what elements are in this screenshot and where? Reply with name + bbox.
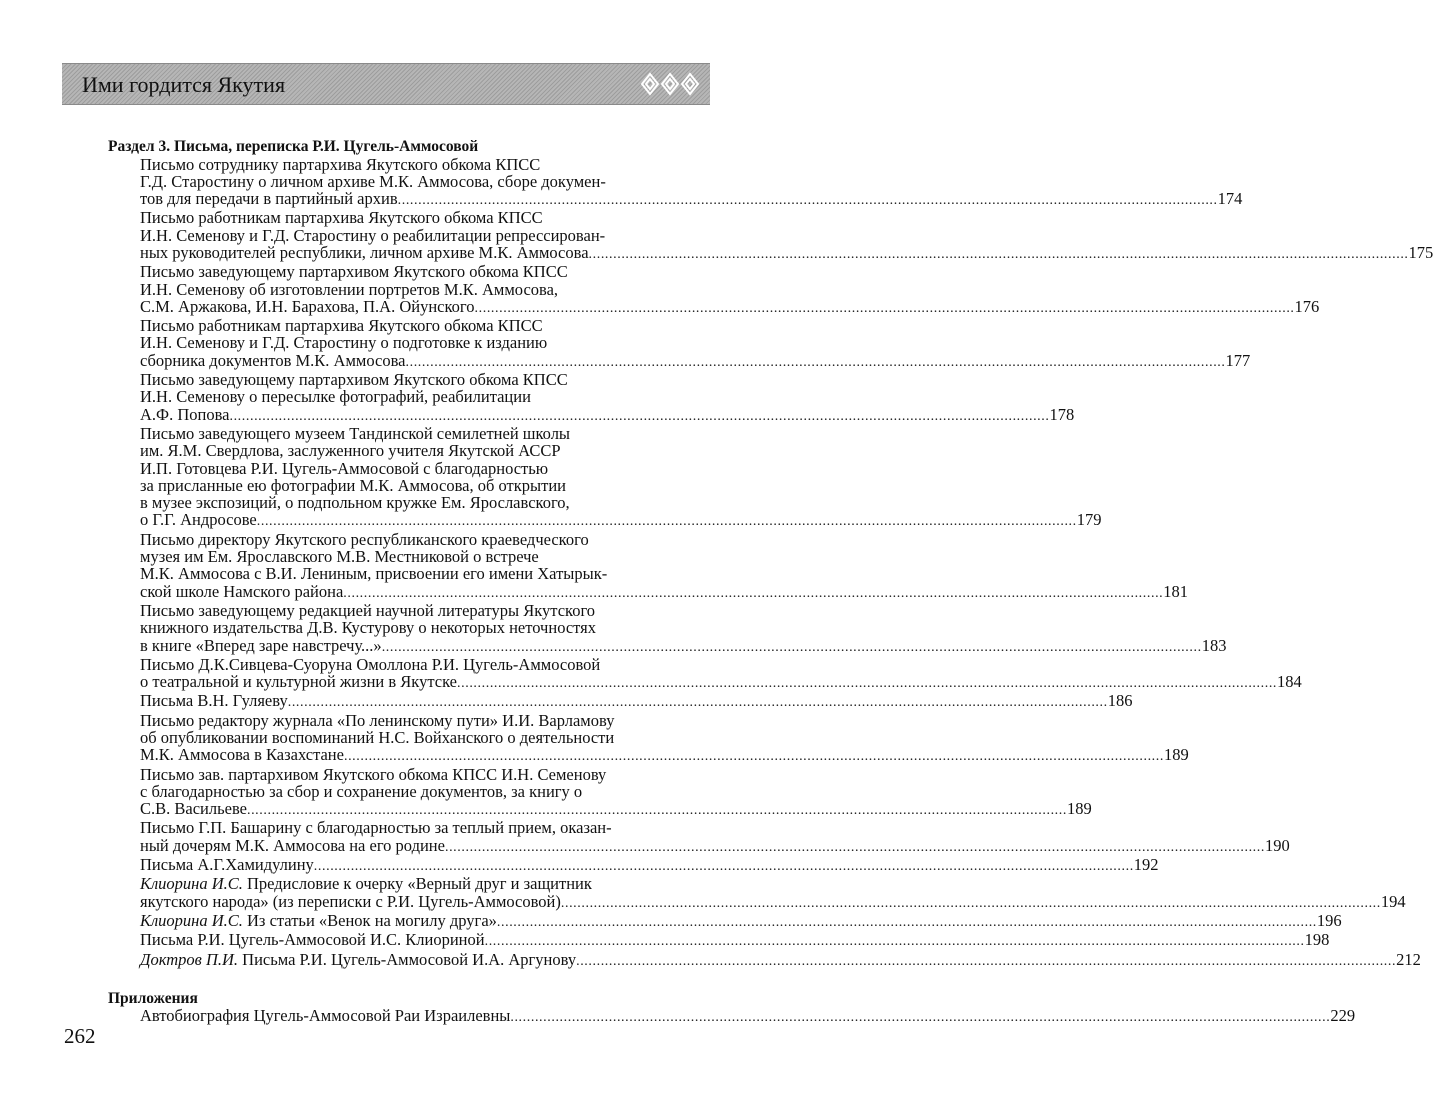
toc-leader-dots: ........................................................................................................................................................................................................ — [343, 749, 1164, 765]
page-number: 262 — [64, 1024, 96, 1048]
toc-entry-line-text: Письма А.Г.Хамидулину — [140, 855, 314, 875]
toc-entry-line — [140, 209, 668, 226]
toc-leader-dots: ........................................................................................................................................................................................................ — [588, 246, 1409, 262]
toc-entry-line — [140, 745, 1189, 765]
toc-entry-line — [140, 548, 668, 565]
toc-leader-dots: ........................................................................................................................................................................................................ — [229, 408, 1050, 424]
toc-entry-line-text: Автобиография Цугель-Аммосовой Раи Израилевны — [140, 1006, 511, 1026]
toc-entry-line-text: Письмо директору Якутского республиканского краеведческого — [140, 529, 589, 549]
toc-entry — [108, 262, 1320, 317]
toc-entry-line — [140, 388, 668, 405]
toc-entry-text — [140, 1007, 510, 1024]
toc-page-number: 189 — [1066, 799, 1092, 819]
toc-entry — [108, 910, 1342, 931]
toc-leader-dots: ........................................................................................................................................................................................................ — [381, 639, 1202, 655]
toc-entry-line-text: М.К. Аммосова с В.И. Лениным, присвоении его имени Хатырык- — [140, 564, 608, 584]
toc-leader-dots: ........................................................................................................................................................................................................ — [343, 585, 1164, 601]
toc-entry-text — [140, 637, 382, 654]
toc-page-number: 183 — [1201, 635, 1227, 655]
toc-entry-line-text: Письмо сотруднику партархива Якутского обкома КПСС — [140, 154, 541, 174]
toc-entry — [108, 949, 1421, 970]
toc-entry-line-text: Письмо заведующему редакцией научной литературы Якутского — [140, 600, 596, 620]
toc-page-number: 189 — [1163, 745, 1189, 765]
toc-entry — [108, 154, 1243, 210]
toc-entry-text — [140, 837, 445, 854]
toc-entry-line-text: А.Ф. Попова — [140, 404, 230, 424]
toc-entry-line-text: И.Н. Семенову и Г.Д. Старостину о реабилитации репрессирован- — [140, 225, 606, 245]
toc-entry — [108, 855, 1159, 875]
toc-entry-author: Клиорина И.С. — [140, 874, 243, 894]
toc-entry-line-text: с благодарностью за сбор и сохранение документов, за книгу о — [140, 781, 583, 801]
toc-entry-text — [140, 511, 257, 528]
toc-entry-line-text: Письмо заведующего музеем Тандинской семилетней школы — [140, 423, 571, 443]
toc-entry-line — [140, 242, 1433, 263]
toc-page-number: 212 — [1396, 949, 1421, 969]
toc-entry-line — [140, 691, 1133, 711]
toc-entry-text — [140, 746, 344, 763]
toc-entry-line — [140, 477, 668, 494]
toc-entry-text — [140, 912, 497, 929]
toc-entry-text — [140, 352, 406, 369]
toc-entry-text — [140, 583, 343, 600]
section-entries — [108, 154, 1433, 970]
toc-leader-dots: ........................................................................................................................................................................................................ — [287, 695, 1108, 711]
toc-leader-dots: ........................................................................................................................................................................................................ — [313, 859, 1134, 875]
toc-entry-text — [140, 406, 229, 423]
toc-entry-line-text: С.В. Васильеве — [140, 799, 247, 819]
toc-entry-line-text: Г.Д. Старостину о личном архиве М.К. Аммосова, сборе докумен- — [140, 171, 606, 191]
toc-entry-line-text: книжного издательства Д.В. Кустурову о некоторых неточностях — [140, 618, 597, 638]
toc-page-number: 198 — [1304, 930, 1330, 950]
toc-entry-author: Доктров П.И. — [140, 949, 239, 969]
toc-entry — [108, 654, 1302, 693]
toc-entry-line-text: С.М. Аржакова, И.Н. Барахова, П.А. Ойунского — [140, 296, 475, 316]
toc-entry-line-text: ской школе Намского района — [140, 581, 344, 601]
toc-page-number: 192 — [1133, 855, 1159, 875]
toc-entry-line — [140, 891, 1406, 912]
toc-leader-dots: ........................................................................................................................................................................................................ — [576, 953, 1397, 969]
toc-entry-line — [140, 460, 668, 477]
toc-entry-text — [140, 931, 485, 948]
toc-entry-line-text: И.Н. Семенову о пересылке фотографий, реабилитации — [140, 387, 531, 407]
toc-entry — [108, 423, 1102, 531]
toc-entry-line — [140, 263, 668, 280]
toc-entry-line-text: в музее экспозиций, о подпольном кружке Ем. Ярославского, — [140, 493, 570, 513]
toc-entry — [108, 764, 1092, 820]
toc-entry-line — [140, 425, 668, 442]
toc-entry-line — [140, 510, 1102, 530]
toc-entry-line-text: Письмо работникам партархива Якутского обкома КПСС — [140, 316, 543, 336]
toc-entry-line-text: Письма Р.И. Цугель-Аммосовой И.С. Клиориной — [140, 930, 485, 950]
toc-entry-line — [140, 189, 1243, 209]
toc-page-number: 196 — [1316, 910, 1342, 930]
toc-entry-line — [140, 442, 668, 459]
toc-entry-line — [140, 281, 668, 298]
toc-entry-line — [140, 227, 668, 244]
toc-page-number: 229 — [1330, 1006, 1356, 1026]
toc-entry-line-text: Предисловие к очерку «Верный друг и защитник — [242, 874, 592, 894]
toc-page-number: 176 — [1294, 296, 1320, 316]
toc-entry-line-text: о Г.Г. Андросове — [140, 510, 257, 530]
toc-entry-line — [140, 949, 1421, 970]
running-header-title: Ими гордится Якутия — [82, 72, 286, 97]
toc-entry-line — [140, 672, 1302, 692]
toc-leader-dots: ........................................................................................................................................................................................................ — [256, 514, 1077, 530]
toc-entry-line — [140, 1006, 1356, 1026]
toc-entry-line — [140, 799, 1092, 819]
toc-page-number: 184 — [1277, 672, 1302, 692]
toc-entry-line-text: Письмо заведующему партархивом Якутского обкома КПСС — [140, 370, 568, 390]
toc-entry-line — [140, 317, 668, 334]
toc-entry-line-text: Письмо зав. партархивом Якутского обкома КПСС И.Н. Семенову — [140, 764, 607, 784]
toc-entry-line-text: Письмо редактору журнала «По ленинскому пути» И.И. Варламову — [140, 710, 615, 730]
toc-leader-dots: ........................................................................................................................................................................................................ — [246, 803, 1067, 819]
toc-entry-line-text: якутского народа» (из переписки с Р.И. Цугель-Аммосовой) — [140, 891, 561, 911]
toc-entry-line — [140, 930, 1330, 950]
toc-page-number: 194 — [1380, 891, 1406, 911]
toc-page-number: 175 — [1408, 242, 1433, 262]
toc-entry-line-text: ных руководителей республики, личном архиве М.К. Аммосова — [140, 242, 589, 262]
toc-entry-line-text: об опубликовании воспоминаний Н.С. Войханского о деятельности — [140, 728, 615, 747]
toc-entry-line-text: Письмо Г.П. Башарину с благодарностью за теплый прием, оказан- — [140, 818, 612, 838]
toc-entry — [108, 316, 1251, 371]
toc-leader-dots: ........................................................................................................................................................................................................ — [405, 354, 1226, 370]
toc-entry-line — [140, 819, 668, 836]
toc-entry-line — [140, 404, 1075, 425]
toc-entry-line-text: тов для передачи в партийный архив — [140, 189, 398, 209]
toc-entry-line-text: Письма В.Н. Гуляеву — [140, 691, 288, 711]
toc-entry-text — [140, 856, 314, 873]
toc-entry-line-text: о театральной и культурной жизни в Якутске — [140, 672, 458, 692]
appendix-entries — [108, 1006, 1356, 1026]
toc-entry-line — [140, 712, 668, 729]
toc-entry-text — [140, 298, 475, 315]
toc-entry-line — [140, 565, 668, 582]
toc-entry-line — [140, 602, 668, 619]
toc-page-number: 179 — [1076, 510, 1102, 530]
toc-entry-line — [140, 296, 1320, 317]
toc-entry — [108, 208, 1433, 263]
toc-leader-dots: ........................................................................................................................................................................................................ — [457, 676, 1278, 692]
toc-entry-line — [140, 783, 668, 800]
toc-entry — [108, 529, 1189, 602]
toc-entry-line — [140, 350, 1251, 371]
toc-entry-line — [140, 371, 668, 388]
toc-entry-line-text: Из статьи «Венок на могилу друга» — [242, 910, 497, 930]
toc-entry-text — [140, 244, 589, 261]
toc-entry-line-text: ный дочерям М.К. Аммосова на его родине — [140, 835, 445, 855]
toc-entry-line — [140, 531, 668, 548]
toc-entry-line — [140, 729, 668, 746]
toc-entry-line-text: за присланные ею фотографии М.К. Аммосова, об открытии — [140, 475, 566, 495]
toc-leader-dots: ........................................................................................................................................................................................................ — [474, 300, 1295, 316]
toc-entry-line-text: И.Н. Семенову об изготовлении портретов М.К. Аммосова, — [140, 279, 559, 299]
toc-entry-line-text: Письмо Д.К.Сивцева-Суоруна Омоллона Р.И. Цугель-Аммосовой — [140, 654, 601, 674]
toc-entry-line-text: И.П. Готовцева Р.И. Цугель-Аммосовой с благодарностью — [140, 458, 549, 478]
toc-page-number: 174 — [1217, 189, 1243, 209]
toc-page-number: 190 — [1264, 835, 1290, 855]
toc-entry-line-text: Письмо заведующему партархивом Якутского обкома КПСС — [140, 262, 568, 282]
toc-page-number: 181 — [1163, 581, 1189, 601]
toc-page-number: 178 — [1049, 404, 1075, 424]
toc-entry-line-text: М.К. Аммосова в Казахстане — [140, 745, 344, 765]
toc-entry-line — [140, 656, 668, 673]
toc-entry-line — [140, 581, 1189, 602]
toc-entry-line-text: Письма Р.И. Цугель-Аммосовой И.А. Аргунову — [238, 949, 577, 969]
toc-entry-text — [140, 893, 561, 910]
toc-entry — [108, 818, 1290, 856]
table-of-contents — [108, 138, 1433, 1027]
toc-entry-line-text: музея им Ем. Ярославского М.В. Местниковой о встрече — [140, 547, 539, 567]
toc-leader-dots: ........................................................................................................................................................................................................ — [444, 839, 1265, 855]
toc-entry-line-text: И.Н. Семенову и Г.Д. Старостину о подготовке к изданию — [140, 333, 548, 353]
toc-entry — [108, 930, 1330, 950]
toc-entry-line — [140, 494, 668, 511]
toc-leader-dots: ........................................................................................................................................................................................................ — [560, 895, 1381, 911]
toc-entry-text — [140, 190, 398, 207]
toc-leader-dots: ........................................................................................................................................................................................................ — [484, 934, 1305, 950]
diamond-ornament-icon — [640, 70, 700, 98]
toc-entry-text — [140, 951, 576, 968]
toc-entry-line-text: сборника документов М.К. Аммосова — [140, 350, 406, 370]
toc-entry-line-text: в книге «Вперед заре навстречу...» — [140, 635, 382, 655]
toc-entry-line — [140, 835, 1290, 856]
section-heading: Раздел 3. Письма, переписка Р.И. Цугель-Аммосовой — [108, 138, 479, 155]
toc-page-number: 186 — [1107, 691, 1133, 711]
toc-leader-dots: ........................................................................................................................................................................................................ — [496, 914, 1317, 930]
appendix-heading: Приложения — [108, 989, 198, 1007]
toc-entry-line — [140, 910, 1342, 931]
toc-entry — [108, 600, 1227, 656]
toc-entry-text — [140, 673, 457, 690]
toc-entry — [108, 370, 1075, 425]
toc-entry-line — [140, 156, 668, 173]
toc-entry-line — [140, 173, 668, 190]
toc-page-number: 177 — [1225, 350, 1251, 370]
toc-entry-line — [140, 619, 668, 636]
toc-entry-text — [140, 800, 247, 817]
toc-leader-dots: ........................................................................................................................................................................................................ — [397, 193, 1218, 209]
toc-leader-dots: ........................................................................................................................................................................................................ — [510, 1010, 1331, 1026]
toc-entry — [108, 874, 1406, 912]
toc-entry — [108, 1006, 1356, 1026]
toc-entry-line-text: им. Я.М. Свердлова, заслуженного учителя Якутской АССР — [140, 441, 561, 461]
toc-entry-line — [140, 766, 668, 783]
running-header — [62, 63, 710, 105]
toc-entry-line — [140, 334, 668, 351]
toc-entry — [108, 710, 1189, 766]
toc-entry-line-text: Письмо работникам партархива Якутского обкома КПСС — [140, 208, 543, 228]
toc-entry-text — [140, 692, 288, 709]
toc-entry-line — [140, 855, 1159, 875]
toc-entry — [108, 691, 1133, 711]
toc-entry-line — [140, 635, 1227, 656]
toc-entry-line — [140, 875, 668, 892]
toc-entry-author: Клиорина И.С. — [140, 910, 243, 930]
